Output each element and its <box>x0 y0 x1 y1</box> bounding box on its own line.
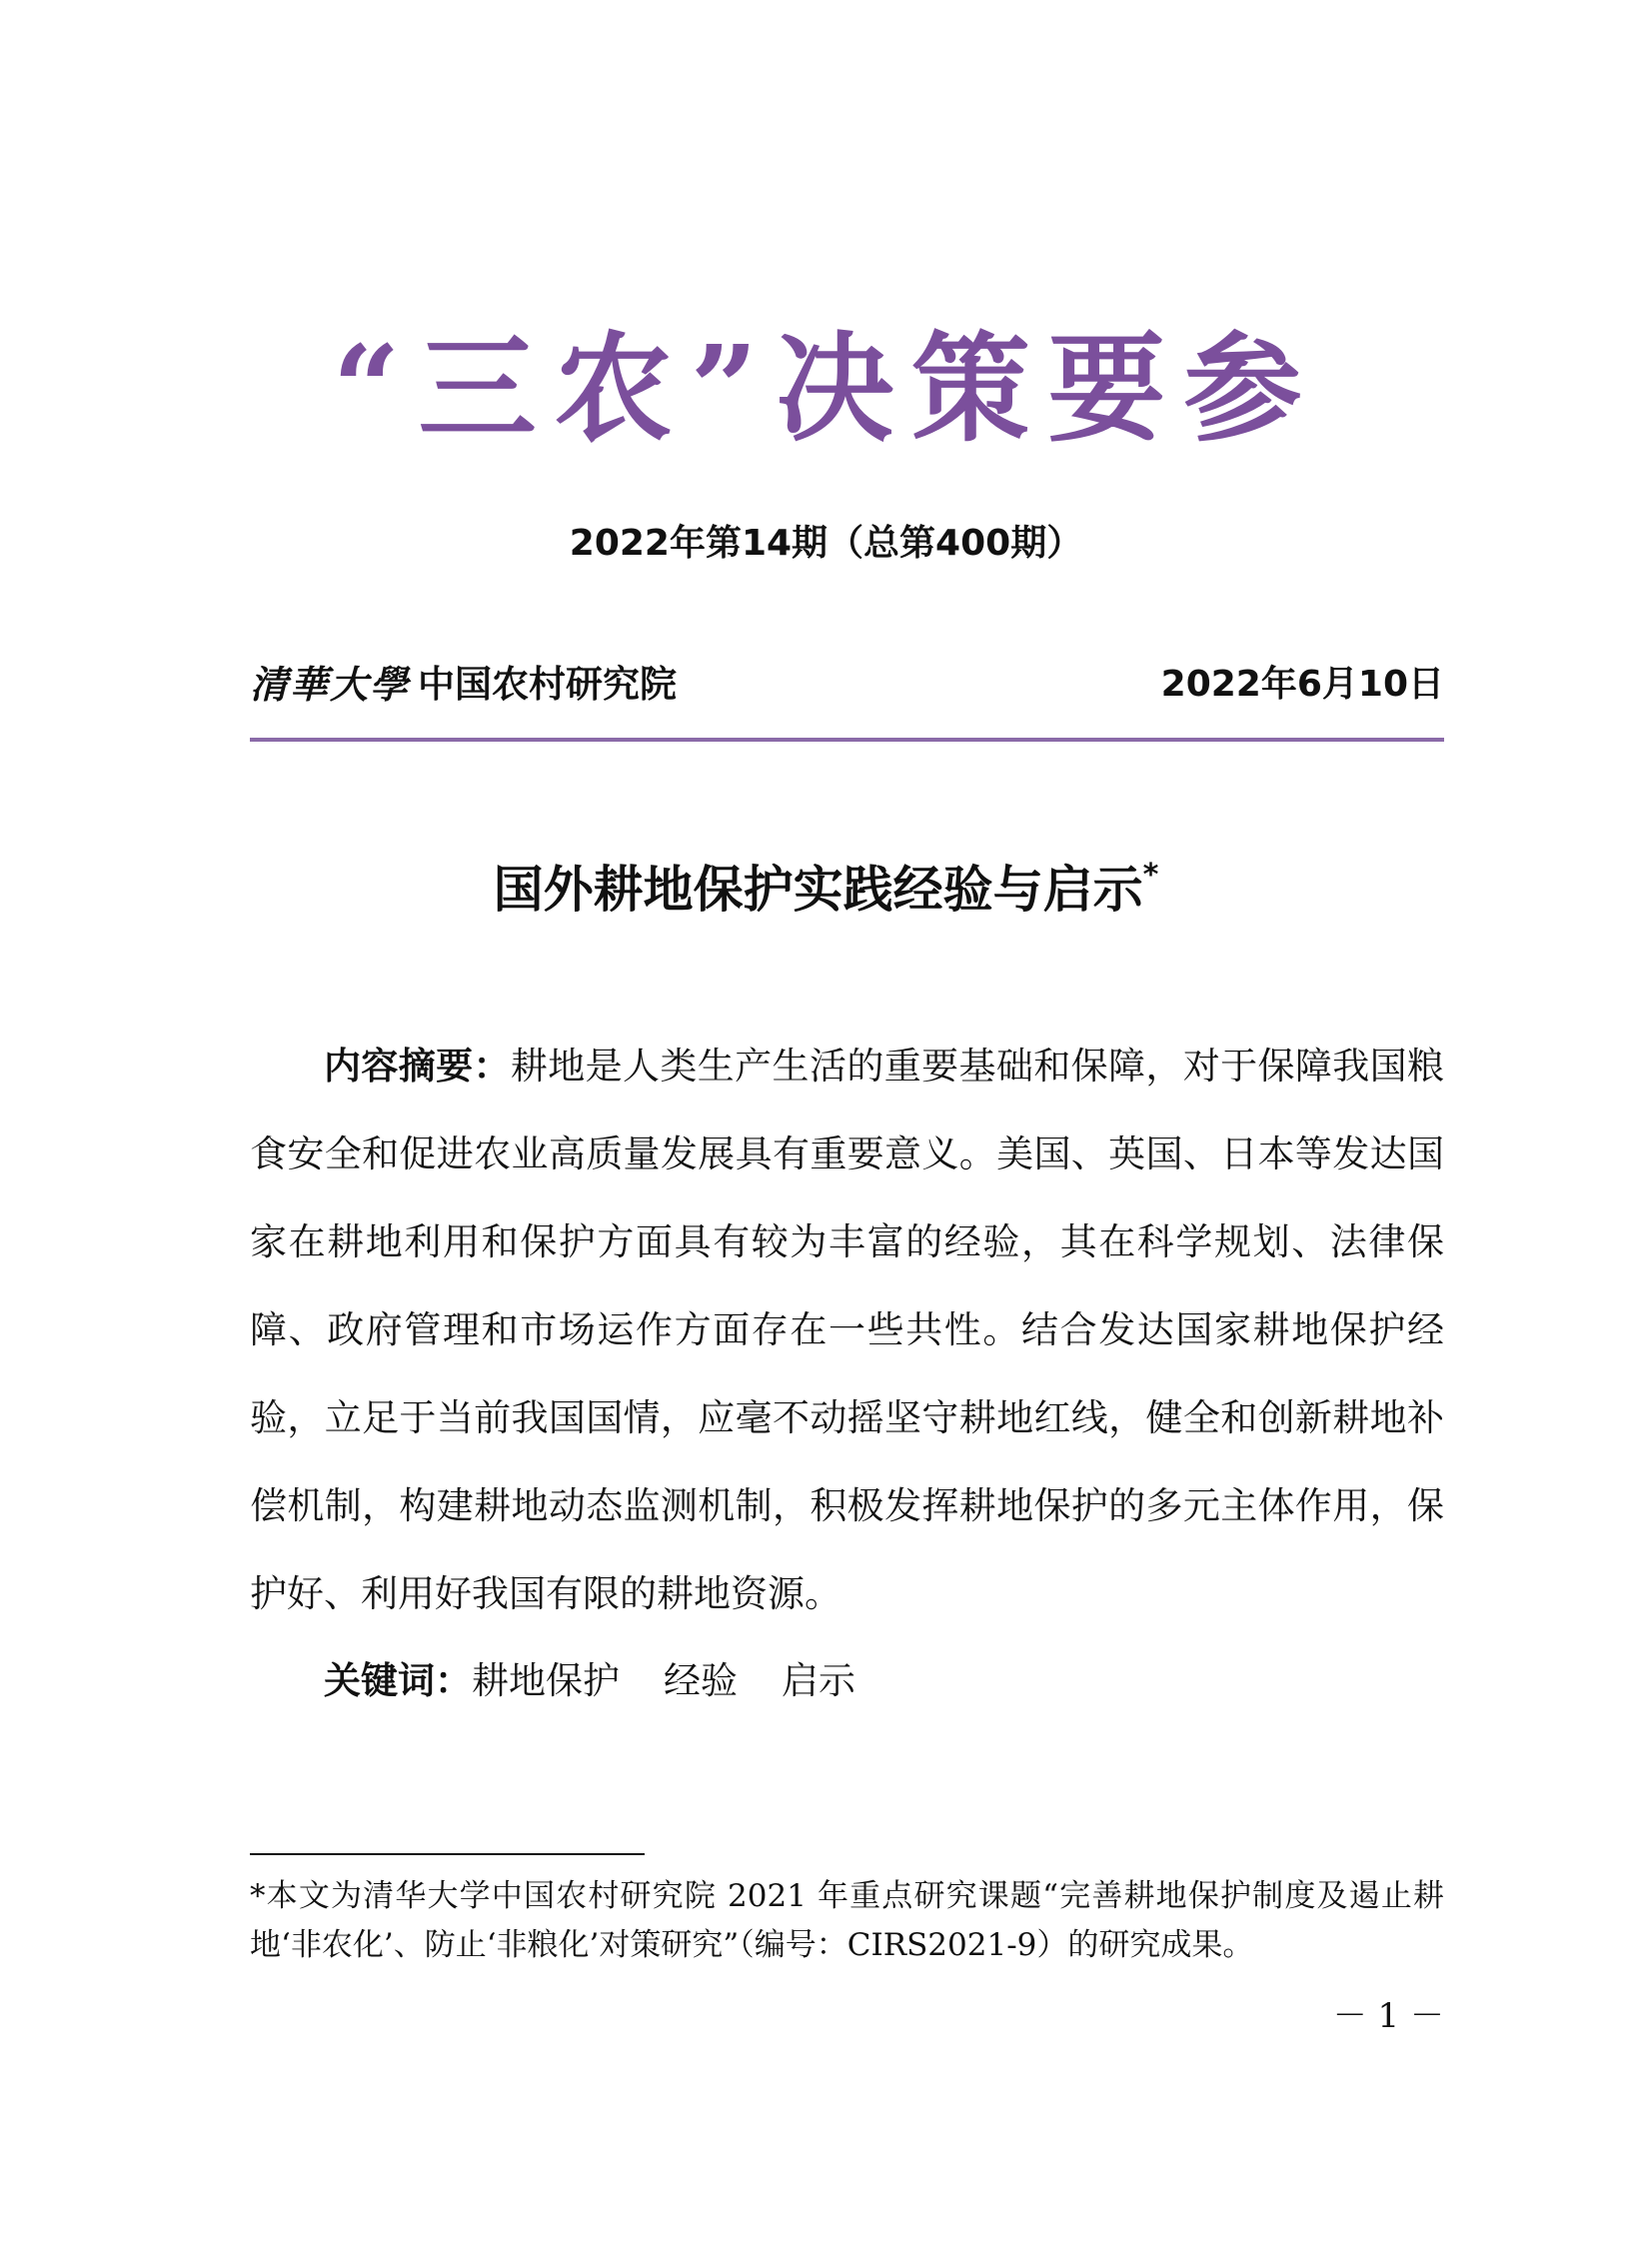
header-divider <box>250 738 1444 742</box>
issue-number: 2022年第14期（总第400期） <box>569 523 1083 564</box>
article-title-text: 国外耕地保护实践经验与启示 <box>493 861 1143 919</box>
abstract <box>250 1023 1444 1638</box>
keywords-label: 关键词： <box>324 1659 472 1702</box>
university-logo: 清華大學 <box>250 662 411 707</box>
publication-date: 2022年6月10日 <box>1160 664 1444 705</box>
keywords <box>250 1637 1444 1725</box>
article-title <box>0 858 1652 920</box>
footnote-divider <box>250 1853 645 1855</box>
abstract-text: 耕地是人类生产生活的重要基础和保障，对于保障我国粮食安全和促进农业高质量发展具有重要意义。美国、英国、日本等发达国家在耕地利用和保护方面具有较为丰富的经验，其在科学规划、法律保障、政府管理和市场运作方面存在一些共性。结合发达国家耕地保护经验，立足于当前我国国情，应毫不动摇坚守耕地红线，健全和创新耕地补偿机制，构建耕地动态监测机制，积极发挥耕地保护的多元主体作用，保护好、利用好我国有限的耕地资源。 <box>250 1045 1445 1615</box>
keyword: 耕地保护 <box>472 1659 620 1702</box>
abstract-label: 内容摘要： <box>324 1045 511 1088</box>
masthead-title: “三农”决策要参 <box>332 319 1320 458</box>
footnote: *本文为清华大学中国农村研究院 2021 年重点研究课题“完善耕地保护制度及遏止耕地‘非农化’、防止‘非粮化’对策研究”（编号：CIRS2021-9）的研究成果。 <box>250 1878 1444 1963</box>
header-row <box>250 660 1444 710</box>
institute-name: 中国农村研究院 <box>418 663 677 706</box>
page-number: － 1 － <box>1332 1996 1444 2036</box>
keyword: 启示 <box>782 1659 855 1702</box>
footnote-marker: * <box>1142 858 1159 893</box>
keyword: 经验 <box>664 1659 738 1702</box>
